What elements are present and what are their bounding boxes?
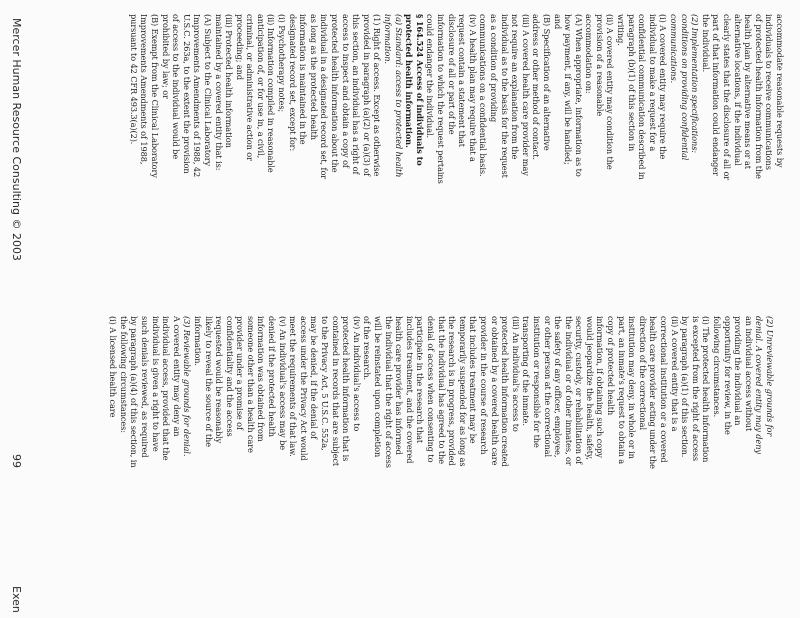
text-line: (ii) Information compiled in reasonable (266, 14, 277, 173)
text-line: how payment, if any, will be handled; (563, 14, 574, 165)
text-line: an individual access without (743, 316, 754, 432)
text-line: the individual that the right of access (383, 316, 394, 468)
text-line: accommodation on: (584, 14, 595, 94)
text-line: denial of access when consenting to (426, 316, 436, 463)
text-line: protected health information about the (330, 14, 341, 173)
text-line: (2) Unreviewable grounds for (765, 316, 775, 437)
text-line: (iii) An individual's access to (510, 316, 521, 432)
text-line: or other person at the correctional (542, 316, 553, 457)
text-line: of access to the individual would be (171, 14, 182, 160)
text-line: contained in records that are subject (330, 316, 341, 467)
text-line: the following circumstances: (118, 316, 129, 433)
text-line: address or other method of contact. (531, 14, 542, 160)
text-line: proceeding; and (234, 14, 245, 80)
text-line: (3) Reviewable grounds for denial. (182, 316, 193, 457)
text-line: the safety of any officer, employee, (553, 316, 564, 458)
text-line: participate in the research that (415, 316, 426, 444)
text-line: (i) A covered entity may require the (658, 14, 669, 160)
text-line: (a) Standard: access to protected health (393, 14, 404, 178)
text-line: health care provider has informed (394, 316, 405, 455)
text-line: (iii) Protected health information (224, 14, 235, 148)
text-line: individual in a designated record set, for (319, 14, 330, 180)
text-line: access to inspect and obtain a copy of (340, 14, 351, 168)
text-line: individual as to the basis for the request (499, 14, 510, 178)
text-line: (2) Implementation specifications: (690, 14, 701, 153)
text-line: such denials reviewed, as required (139, 316, 150, 458)
text-line: (A) When appropriate, information as to (573, 14, 584, 177)
text-line: (1) Right of access. Except as otherwise (372, 14, 383, 177)
text-line: includes treatment, and the covered (404, 316, 415, 464)
text-line: to the Privacy Act, 5 U.S.C. 552a, (320, 316, 331, 451)
text-line: institution or responsible for the (531, 316, 542, 448)
text-line: accommodate reasonable requests by (775, 14, 785, 168)
text-line: information, if obtaining such copy (595, 316, 606, 458)
text-line: information is maintained in the (298, 14, 309, 145)
text-line: copy of protected health (606, 316, 617, 416)
text-line: confidential communication described in (637, 14, 648, 180)
text-line: institution may deny, in whole or in (627, 316, 638, 459)
text-line: communications on a confidential basis. (478, 14, 489, 177)
text-line: by paragraph (a)(4) of this section, in (129, 316, 140, 468)
text-line: likely to reveal the source of the (203, 316, 214, 447)
page-footer (0, 0, 29, 618)
text-line: information. (192, 316, 203, 366)
text-line: as a condition of providing (488, 14, 499, 123)
text-line: (i) A licensed health care (108, 316, 119, 418)
text-line: (iii) A covered health care provider may (520, 14, 531, 176)
text-line: the individual or of other inmates, or (563, 316, 574, 466)
text-line: transporting of the inmate. (521, 316, 532, 426)
text-line: confidentiality and the access (224, 316, 235, 437)
text-line: pursuant to 42 CFR 493.3(a)(2). (128, 14, 139, 145)
text-line: not require an explanation from the (510, 14, 521, 160)
text-line: of protected health information from the (753, 14, 764, 179)
text-line: following circumstances. (712, 316, 723, 418)
text-line: correctional institution or a covered (659, 316, 670, 463)
text-line: individual to make a request for a (647, 14, 658, 152)
text-line: could endanger the individual. (425, 14, 436, 138)
text-line: that the individual has agreed to the (436, 316, 447, 465)
text-line: (iv) An individual's access to (351, 316, 362, 432)
text-line: request contain a statement that (457, 14, 468, 147)
text-line: alternative locations, if the individual (732, 14, 743, 166)
text-line: communications. (669, 14, 680, 84)
text-line: (v) An individual's access may be (277, 316, 288, 451)
text-line: Improvements Amendments of 1988, (139, 14, 150, 165)
text-line: temporarily suspended for as long as (457, 316, 468, 467)
text-line: § 164.524 Access of individuals to (414, 14, 425, 166)
text-line: Improvements Amendments of 1988, 42 (192, 14, 203, 178)
text-line: disclosure of all or part of the (446, 14, 457, 135)
text-line: or obtained by a covered health care (489, 316, 500, 466)
text-line: maintained by a covered entity that is: (213, 14, 224, 171)
text-line: access under the Privacy Act would (298, 316, 309, 461)
text-line: provision of a reasonable (594, 14, 605, 117)
text-line: individual access, provided that the (161, 316, 172, 461)
text-line: part, an inmate's request to obtain a (616, 316, 627, 465)
text-line: requested would be reasonably (214, 316, 225, 444)
text-line: providing the individual an (733, 316, 744, 426)
text-line: (ii) A covered entity that is a (669, 316, 680, 432)
text-line: is excepted from the right of access (690, 316, 701, 461)
text-line: will be reinstated upon completion (373, 316, 384, 458)
text-line: the individual. (700, 14, 711, 73)
text-line: information. (383, 14, 394, 64)
cut-off-edge-text: Exen (10, 586, 23, 613)
text-line: individuals to receive communications (764, 14, 775, 170)
text-line: protected health information that is (341, 316, 352, 462)
text-line: provider in the course of research (478, 316, 489, 455)
text-line: as long as the protected health (308, 14, 319, 140)
text-line: information to which the request pertains (436, 14, 446, 184)
text-line: (i) Psychotherapy notes; (277, 14, 288, 113)
page-number: 99 (10, 454, 23, 468)
text-line: part of that information could endanger (711, 14, 722, 176)
text-line: meet the requirements of that law. (288, 316, 299, 457)
publisher-footer: Mercer Human Resource Consulting © 2003 (10, 18, 23, 261)
text-line: protected health information. (404, 14, 415, 148)
text-line: denied if the protected health (267, 316, 278, 437)
text-line: health care provider acting under the (648, 316, 659, 469)
text-line: U.S.C. 263a, to the extent the provision (181, 14, 192, 174)
text-line: (A) Subject to the Clinical Laboratory (202, 14, 213, 167)
text-line: (B) Exempt from the Clinical Laboratory (149, 14, 160, 178)
text-line: conditions on providing confidential (679, 14, 690, 161)
text-line: criminal, or administrative action or (245, 14, 256, 161)
text-line: paragraph (b)(1) of this section in (626, 14, 637, 152)
text-line: health plan by alternative means or at (743, 14, 754, 169)
text-line: prohibited by law; or (160, 14, 171, 99)
text-line: (iv) A health plan may require that a (467, 14, 478, 162)
text-line: information was obtained from (256, 316, 267, 442)
right-text-column (108, 316, 775, 502)
text-line: anticipation of, or for use in, a civil, (255, 14, 266, 159)
text-line: provided in paragraph (a)(2) or (a)(3) of (361, 14, 372, 177)
text-line: by paragraph (a)(1) of this section. (680, 316, 691, 458)
text-line: that includes treatment may be (468, 316, 479, 444)
text-line: provider under a promise of (235, 316, 246, 430)
text-line: writing. (616, 14, 627, 46)
text-line: security, custody, or rehabilitation of (574, 316, 585, 465)
text-line: individual is given a right to have (150, 316, 161, 452)
text-line: protected health information created (500, 316, 511, 467)
text-line: A covered entity may deny an (171, 316, 182, 437)
text-line: would jeopardize the health, safety, (584, 316, 595, 460)
text-line: this section, an individual has a right of (351, 14, 362, 175)
text-line: designated record set, except for: (287, 14, 298, 152)
text-line: (ii) A covered entity may condition the (605, 14, 616, 170)
text-line: and (552, 14, 563, 30)
text-line: may be denied, if the denial of (309, 316, 320, 440)
text-line: of the research. (362, 316, 373, 381)
text-line: someone other than a health care (245, 316, 256, 453)
text-line: (i) The protected health information (701, 316, 712, 463)
text-line: clearly states that the disclosure of all or (722, 14, 733, 181)
text-line: the research is in progress, provided (447, 316, 458, 466)
text-line: opportunity for review, in the (722, 316, 733, 435)
text-line: (B) Specification of an alternative (541, 14, 552, 151)
text-line: direction of the correctional (637, 316, 648, 430)
left-text-column (128, 14, 785, 200)
text-line: denial. A covered entity may deny (754, 316, 765, 454)
